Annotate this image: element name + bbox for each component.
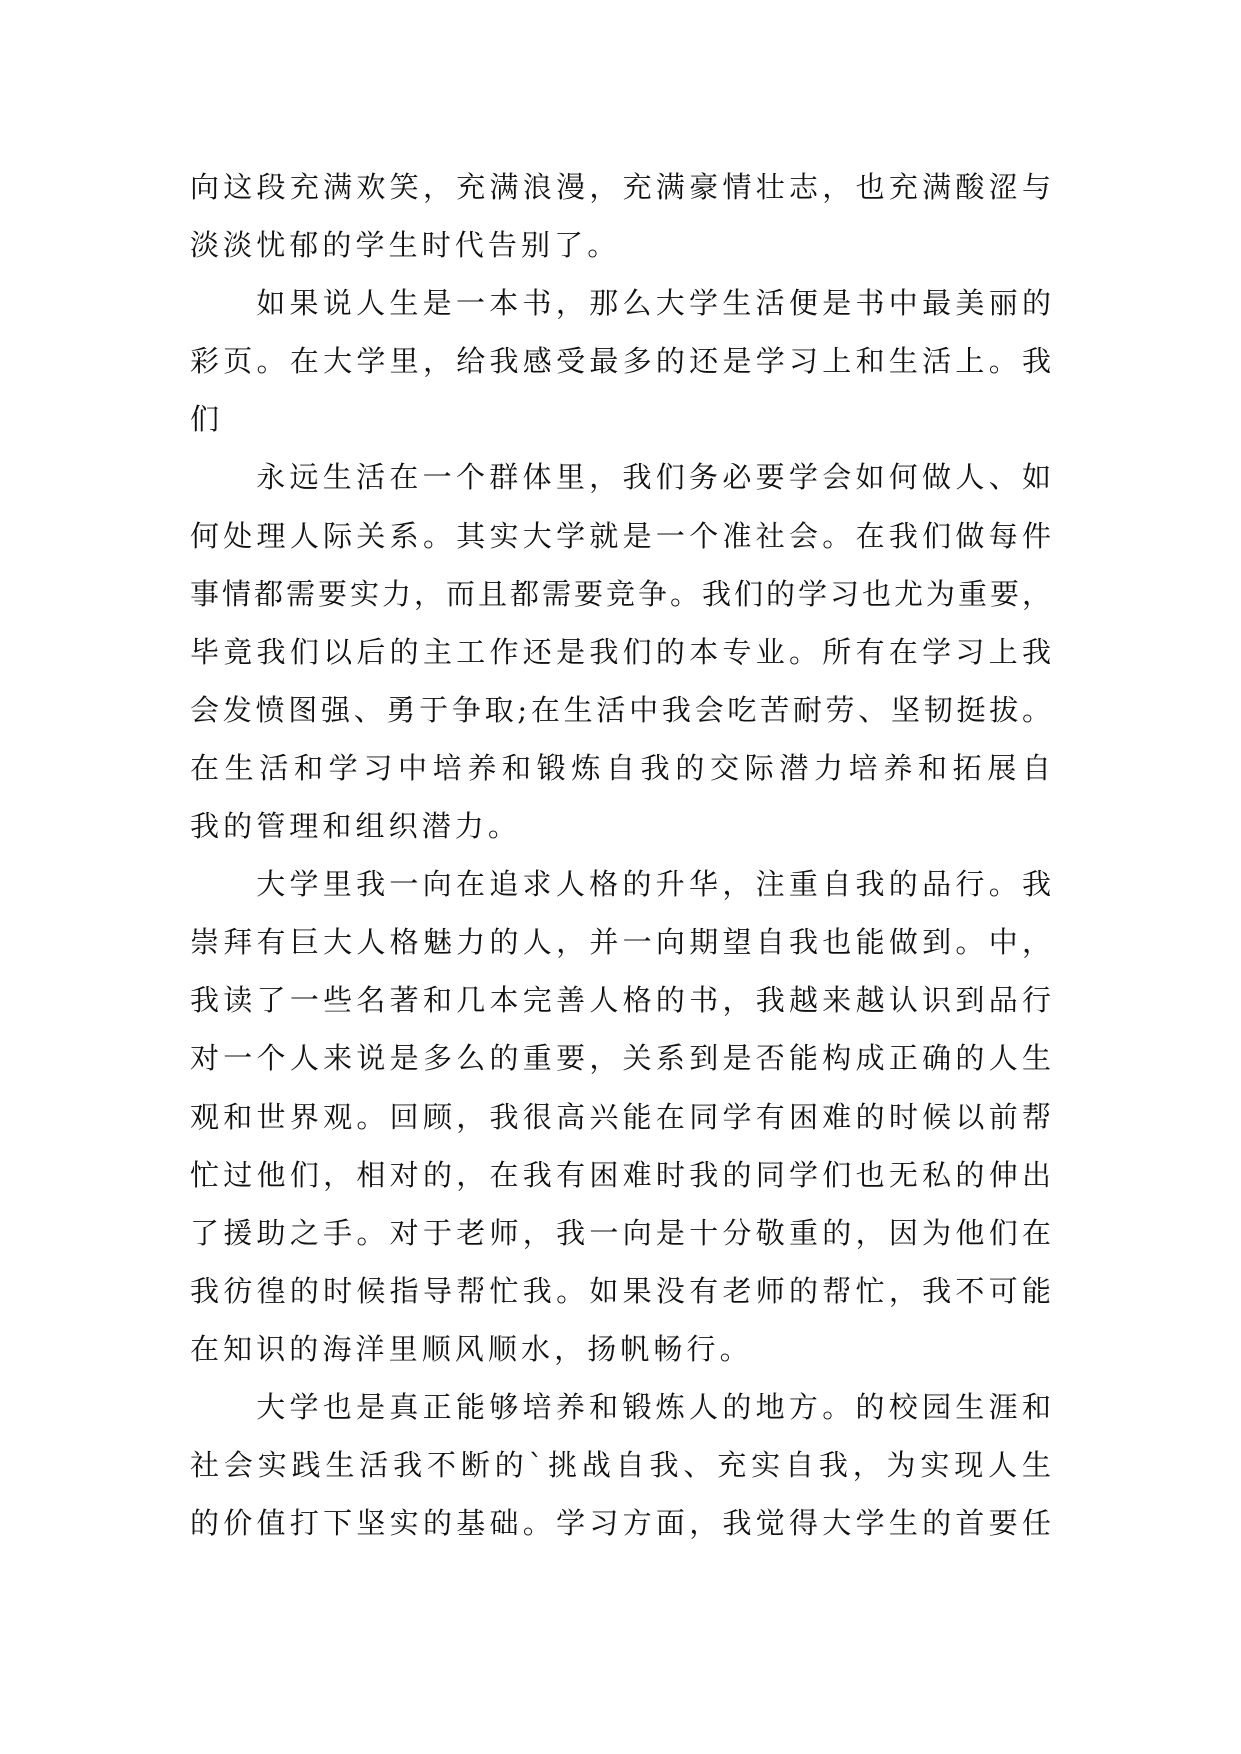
text-line: 会发愤图强、勇于争取;在生活中我会吃苦耐劳、坚韧挺拔。	[190, 692, 1051, 727]
text-line: 在知识的海洋里顺风顺水，扬帆畅行。	[190, 1331, 753, 1366]
text-line: 我读了一些名著和几本完善人格的书，我越来越认识到品行	[190, 983, 1051, 1018]
text-line: 毕竟我们以后的主工作还是我们的本专业。所有在学习上我	[190, 634, 1051, 669]
text-line: 对一个人来说是多么的重要，关系到是否能构成正确的人生	[190, 1041, 1051, 1076]
text-line: 了援助之手。对于老师，我一向是十分敬重的，因为他们在	[190, 1215, 1051, 1250]
text-line: 在生活和学习中培养和锻炼自我的交际潜力培养和拓展自	[190, 750, 1051, 785]
text-line: 何处理人际关系。其实大学就是一个准社会。在我们做每件	[190, 518, 1051, 553]
paragraph	[190, 274, 1051, 448]
text-line: 大学也是真正能够培养和锻炼人的地方。的校园生涯和	[256, 1389, 1051, 1424]
paragraph	[190, 1378, 1051, 1552]
text-line: 的价值打下坚实的基础。学习方面，我觉得大学生的首要任	[190, 1506, 1051, 1541]
text-line: 我彷徨的时候指导帮忙我。如果没有老师的帮忙，我不可能	[190, 1273, 1051, 1308]
text-line: 如果说人生是一本书，那么大学生活便是书中最美丽的	[256, 286, 1051, 321]
text-line: 永远生活在一个群体里，我们务必要学会如何做人、如	[256, 460, 1051, 495]
paragraph	[190, 855, 1051, 1378]
text-line: 大学里我一向在追求人格的升华，注重自我的品行。我	[256, 867, 1051, 902]
text-line: 崇拜有巨大人格魅力的人，并一向期望自我也能做到。中，	[190, 925, 1051, 960]
paragraph	[190, 448, 1051, 855]
text-line: 社会实践生活我不断的`挑战自我、充实自我，为实现人生	[190, 1448, 1051, 1483]
document-body	[190, 158, 1051, 1552]
text-line: 事情都需要实力，而且都需要竞争。我们的学习也尤为重要，	[190, 576, 1051, 611]
paragraph	[190, 158, 1051, 274]
text-line: 们	[190, 402, 224, 437]
text-line: 观和世界观。回顾，我很高兴能在同学有困难的时候以前帮	[190, 1099, 1051, 1134]
text-line: 向这段充满欢笑，充满浪漫，充满豪情壮志，也充满酸涩与	[190, 170, 1051, 204]
text-line: 彩页。在大学里，给我感受最多的还是学习上和生活上。我	[190, 344, 1051, 379]
text-line: 忙过他们，相对的，在我有困难时我的同学们也无私的伸出	[190, 1157, 1051, 1192]
text-line: 我的管理和组织潜力。	[190, 809, 522, 844]
text-line: 淡淡忧郁的学生时代告别了。	[190, 228, 621, 263]
